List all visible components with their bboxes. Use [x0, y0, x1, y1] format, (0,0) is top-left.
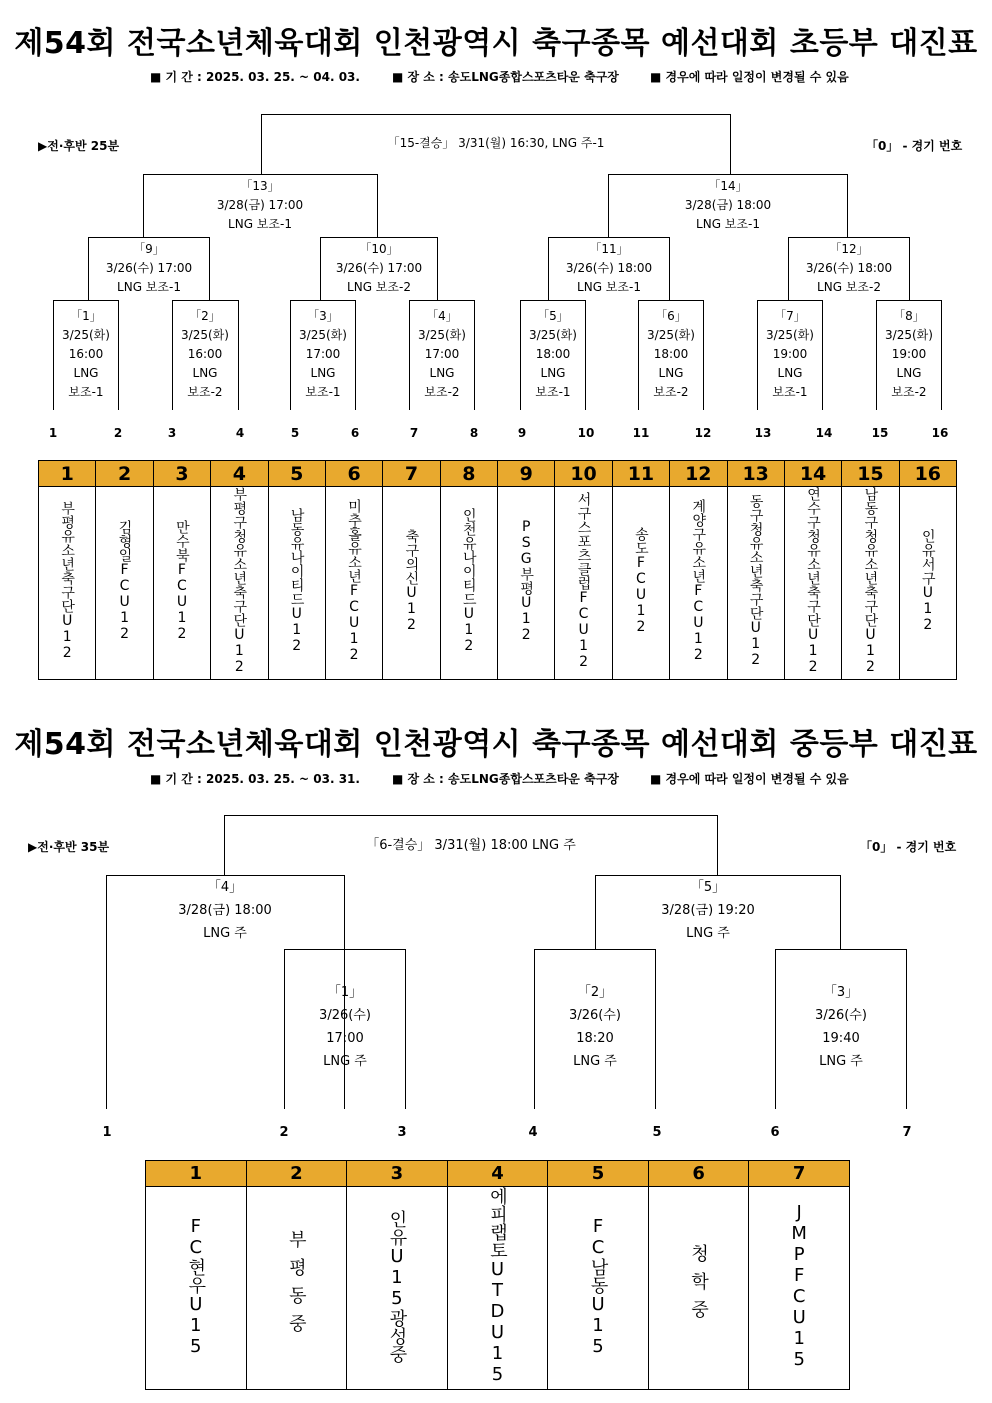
team-cell — [347, 1187, 448, 1390]
team-cell — [727, 487, 784, 680]
slot-number: 4 — [235, 426, 245, 440]
match-2-label-middle: 「2」 3/26(수) 18:20 LNG 주 — [569, 985, 621, 1069]
team-table-elementary — [38, 460, 957, 680]
match-2-label: 「2」 3/25(화) 16:00 LNG 보조-2 — [181, 309, 229, 399]
team-number: 9 — [498, 461, 555, 487]
slot-number: 13 — [754, 426, 772, 440]
team-number: 11 — [612, 461, 669, 487]
page-title-elementary: 제54회 전국소년체육대회 인천광역시 축구종목 예선대회 초등부 대진표 — [14, 26, 978, 61]
team-name: 서구스포츠클럽FCU12 — [575, 492, 592, 670]
team-cell — [612, 487, 669, 680]
team-cell — [39, 487, 96, 680]
match-5-label-middle: 「5」 3/28(금) 19:20 LNG 주 — [661, 880, 755, 941]
match-9-label: 「9」 3/26(수) 17:00 LNG 보조-1 — [105, 242, 193, 294]
match-4-label-middle: 「4」 3/28(금) 18:00 LNG 주 — [178, 880, 272, 941]
team-name: 에피랩토UTDU15 — [486, 1187, 508, 1385]
slot-number: 7 — [902, 1125, 912, 1140]
team-name: 연수구청유소년축구단U12 — [805, 487, 822, 675]
match-5-label: 「5」 3/25(화) 18:00 LNG 보조-1 — [529, 309, 577, 399]
page-title-middle: 제54회 전국소년체육대회 인천광역시 축구종목 예선대회 중등부 대진표 — [14, 727, 978, 762]
team-name: FC남동U15 — [587, 1215, 609, 1357]
team-cell — [96, 487, 153, 680]
team-name: 남동유나이티드U12 — [288, 508, 305, 654]
team-cell — [153, 487, 210, 680]
slot-number: 1 — [48, 426, 58, 440]
period-elementary: ■ 기 간 : 2025. 03. 25. ~ 04. 03. — [150, 70, 360, 84]
slot-number: 3 — [167, 426, 177, 440]
slot-number: 3 — [397, 1125, 407, 1140]
team-name: 부평동중 — [285, 1230, 307, 1342]
match-number-legend-middle: 「0」 - 경기 번호 — [860, 840, 957, 854]
team-number: 7 — [383, 461, 440, 487]
team-name-row — [39, 487, 957, 680]
team-name: 청학중 — [688, 1244, 710, 1328]
match-1-label-middle: 「1」 3/26(수) 17:00 LNG 주 — [319, 985, 371, 1069]
team-name: 만수북FCU12 — [173, 520, 190, 642]
team-name: 부평유소년축구단U12 — [59, 501, 76, 661]
match-8-label: 「8」 3/25(화) 19:00 LNG 보조-2 — [885, 309, 933, 399]
team-number: 4 — [447, 1161, 548, 1187]
team-name: 축구의신U12 — [403, 529, 420, 633]
period-middle: ■ 기 간 : 2025. 03. 25. ~ 03. 31. — [150, 772, 360, 786]
slot-number: 10 — [577, 426, 595, 440]
team-table-header — [146, 1161, 850, 1187]
team-cell — [268, 487, 325, 680]
slot-number: 16 — [931, 426, 949, 440]
team-number: 14 — [784, 461, 841, 487]
slot-number: 1 — [102, 1125, 112, 1140]
team-table-middle — [145, 1160, 850, 1390]
team-number: 2 — [246, 1161, 347, 1187]
team-cell — [325, 487, 382, 680]
slot-number: 15 — [871, 426, 889, 440]
team-cell — [246, 1187, 347, 1390]
team-name: 인유U15광성중 — [386, 1209, 408, 1363]
match-7-label: 「7」 3/25(화) 19:00 LNG 보조-1 — [766, 309, 814, 399]
team-number: 15 — [842, 461, 899, 487]
team-name: JMPFCU15 — [788, 1202, 810, 1370]
team-name: FC현우U15 — [185, 1215, 207, 1357]
team-number: 5 — [268, 461, 325, 487]
match-11-label: 「11」 3/26(수) 18:00 LNG 보조-1 — [565, 242, 653, 294]
team-name: 김형일FCU12 — [116, 520, 133, 642]
match-3-label-middle: 「3」 3/26(수) 19:40 LNG 주 — [815, 985, 867, 1069]
match-6-final-label: 「6-결승」 3/31(월) 18:00 LNG 주 — [366, 838, 576, 853]
team-cell — [670, 487, 727, 680]
team-cell — [498, 487, 555, 680]
team-number: 1 — [39, 461, 96, 487]
team-name: 남동구청유소년축구단U12 — [862, 487, 879, 675]
team-number: 8 — [440, 461, 497, 487]
slot-number: 5 — [652, 1125, 662, 1140]
team-number: 6 — [325, 461, 382, 487]
venue-middle: ■ 장 소 : 송도LNG종합스포츠타운 축구장 — [392, 772, 619, 786]
team-number: 2 — [96, 461, 153, 487]
team-name: PSG부평U12 — [518, 519, 535, 643]
match-3-label: 「3」 3/25(화) 17:00 LNG 보조-1 — [299, 309, 347, 399]
venue-elementary: ■ 장 소 : 송도LNG종합스포츠타운 축구장 — [392, 70, 619, 84]
team-cell — [146, 1187, 247, 1390]
team-cell — [211, 487, 268, 680]
team-cell — [899, 487, 956, 680]
team-number: 1 — [146, 1161, 247, 1187]
slot-number: 14 — [815, 426, 833, 440]
slot-number: 4 — [528, 1125, 538, 1140]
half-time-middle: ▶전·후반 35분 — [28, 840, 110, 854]
slot-number: 7 — [409, 426, 419, 440]
team-name: 미추홀유소년FCU12 — [346, 499, 363, 663]
team-table-header — [39, 461, 957, 487]
notice-middle: ■ 경우에 따라 일정이 변경될 수 있음 — [650, 772, 849, 786]
team-cell — [548, 1187, 649, 1390]
team-cell — [648, 1187, 749, 1390]
match-6-label: 「6」 3/25(화) 18:00 LNG 보조-2 — [647, 309, 695, 399]
team-name: 부평구청유소년축구단U12 — [231, 487, 248, 675]
team-number: 6 — [648, 1161, 749, 1187]
team-cell — [784, 487, 841, 680]
match-4-label: 「4」 3/25(화) 17:00 LNG 보조-2 — [418, 309, 466, 399]
team-cell — [555, 487, 612, 680]
match-14-label: 「14」 3/28(금) 18:00 LNG 보조-1 — [684, 179, 772, 231]
slot-number: 9 — [517, 426, 527, 440]
match-13-label: 「13」 3/28(금) 17:00 LNG 보조-1 — [216, 179, 304, 231]
team-name-row — [146, 1187, 850, 1390]
team-cell — [749, 1187, 850, 1390]
slot-number: 2 — [279, 1125, 289, 1140]
match-10-label: 「10」 3/26(수) 17:00 LNG 보조-2 — [335, 242, 423, 294]
team-number: 12 — [670, 461, 727, 487]
slot-number: 6 — [350, 426, 360, 440]
team-number: 4 — [211, 461, 268, 487]
team-number: 13 — [727, 461, 784, 487]
team-number: 3 — [347, 1161, 448, 1187]
team-name: 동구청유소년축구단U12 — [747, 494, 764, 668]
team-number: 3 — [153, 461, 210, 487]
team-number: 7 — [749, 1161, 850, 1187]
slot-number: 6 — [770, 1125, 780, 1140]
team-number: 16 — [899, 461, 956, 487]
match-1-label: 「1」 3/25(화) 16:00 LNG 보조-1 — [62, 309, 110, 399]
team-cell — [447, 1187, 548, 1390]
team-name: 계양구유소년FCU12 — [690, 499, 707, 663]
team-number: 5 — [548, 1161, 649, 1187]
match-12-label: 「12」 3/26(수) 18:00 LNG 보조-2 — [805, 242, 893, 294]
half-time-elementary: ▶전·후반 25분 — [38, 139, 120, 153]
slot-number: 5 — [290, 426, 300, 440]
team-name: 송도FCU12 — [632, 527, 649, 635]
team-number: 10 — [555, 461, 612, 487]
team-cell — [383, 487, 440, 680]
slot-number: 8 — [469, 426, 479, 440]
slot-number: 11 — [632, 426, 650, 440]
team-name: 인천유나이티드U12 — [460, 508, 477, 654]
slot-number: 12 — [694, 426, 712, 440]
notice-elementary: ■ 경우에 따라 일정이 변경될 수 있음 — [650, 70, 849, 84]
slot-number: 2 — [113, 426, 123, 440]
match-number-legend-elementary: 「0」 - 경기 번호 — [866, 139, 963, 153]
team-cell — [440, 487, 497, 680]
team-name: 인유서구U12 — [919, 529, 936, 633]
match-15-final-label: 「15-결승」 3/31(월) 16:30, LNG 주-1 — [387, 136, 605, 150]
team-cell — [842, 487, 899, 680]
